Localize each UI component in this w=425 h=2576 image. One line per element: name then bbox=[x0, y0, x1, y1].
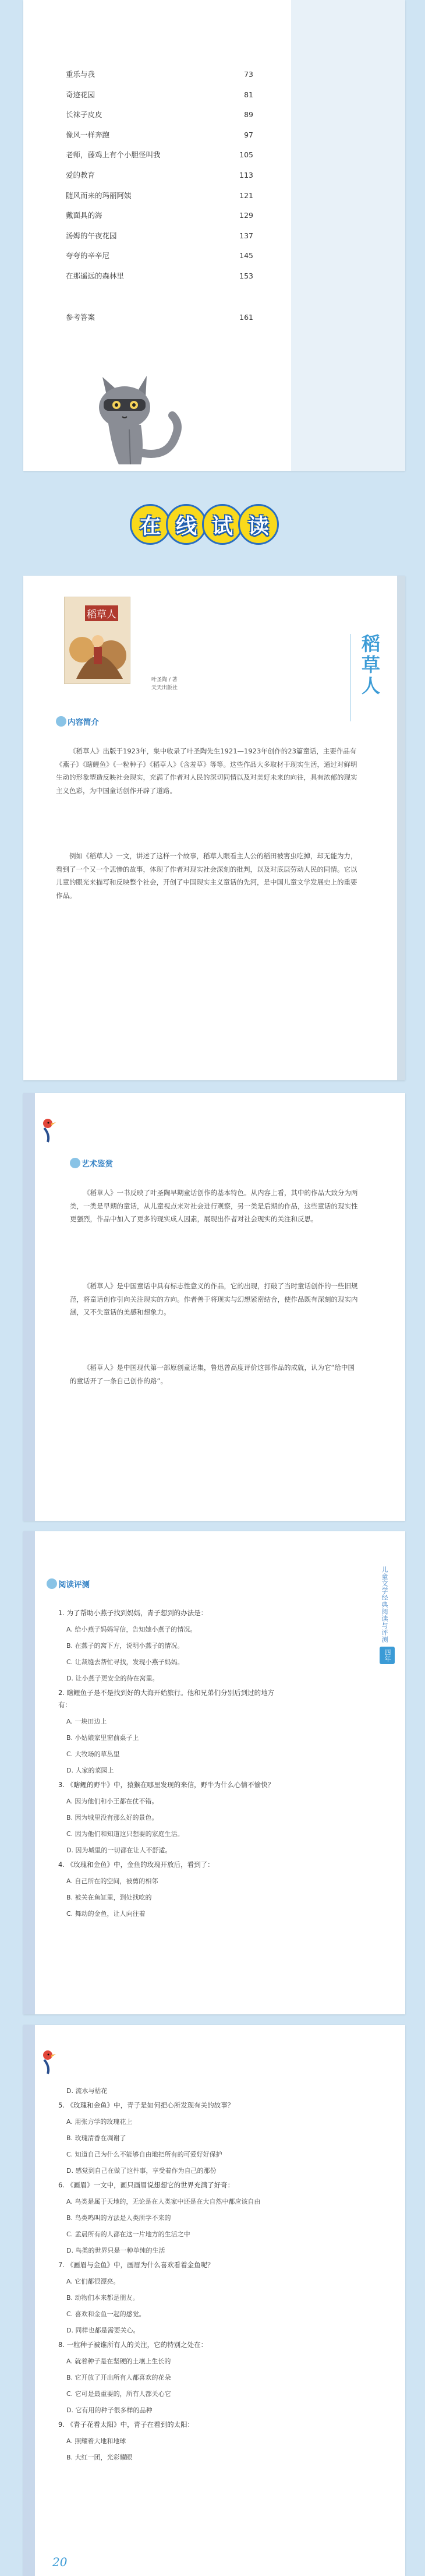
question-text: 2. 瞎鲤鱼子是不是找到好的大海开始旅行。他和兄弟们分别后到过的地方有： bbox=[58, 1689, 275, 1709]
answer-option[interactable]: C. 知道自己为什么不能够自由地把所有的可爱好好保护 bbox=[66, 2151, 222, 2158]
answer-option[interactable]: D. 感觉到自己在做了这件事，享受着作为自己的那份 bbox=[66, 2167, 217, 2175]
answer-option[interactable]: A. 自己所在的空间，被剪的相邻 bbox=[66, 1877, 158, 1885]
side-series-label: 儿童文学经典阅读与评测 bbox=[381, 1566, 388, 1643]
page-side-strip bbox=[23, 2025, 35, 2576]
answer-option[interactable]: C. 大牧场的草丛里 bbox=[66, 1750, 120, 1758]
toc-item[interactable] bbox=[66, 170, 253, 190]
art-appreciation-page bbox=[23, 1093, 405, 1521]
answer-option[interactable]: C. 让裁缝去帮忙寻找，发现小燕子妈妈。 bbox=[66, 1658, 184, 1666]
answer-option[interactable]: B. 被关在鱼缸里，到处找吃的 bbox=[66, 1894, 152, 1901]
answer-option[interactable]: A. 照耀着大地和地球 bbox=[66, 2437, 126, 2445]
toc-item-page: 97 bbox=[244, 130, 253, 139]
toc-item-page: 81 bbox=[244, 90, 253, 99]
toc-item-title: 长袜子皮皮 bbox=[66, 110, 102, 119]
answer-option[interactable]: B. 小姑娘家里窗前桌子上 bbox=[66, 1734, 139, 1742]
page-side-strip bbox=[23, 1093, 35, 1521]
toc-item-title: 奇迹花园 bbox=[66, 90, 95, 99]
banner-char: 线 bbox=[166, 504, 207, 545]
intro-paragraph-2: 例如《稻草人》一文，讲述了这样一个故事，稻草人眼看主人公的稻田被害虫吃掉，却无能为力，看到了一个又一个悲惨的故事，体现了作者对现实社会深刻的批判，以及对底层劳动人民的同情。它以儿童的眼光来描写和反映整个社会，开创了中国现实主义童话的先河，是中国儿童文学发展史上的重要作品。 bbox=[56, 852, 357, 900]
answer-option[interactable]: A. 一块田边上 bbox=[66, 1718, 107, 1725]
toc-page bbox=[23, 0, 405, 471]
banner-char: 读 bbox=[238, 504, 279, 545]
book-intro-page bbox=[23, 576, 405, 1080]
answer-option[interactable]: A. 因为他们和小王都在仗不错。 bbox=[66, 1798, 158, 1805]
quiz-question bbox=[58, 2083, 279, 2099]
toc-list bbox=[66, 69, 253, 332]
answer-option[interactable]: B. 大红一团，光彩耀眼 bbox=[66, 2454, 133, 2461]
answer-option[interactable]: D. 鸟类的世界只是一种单纯的生活 bbox=[66, 2247, 165, 2254]
question-text: 3. 《瞎鲤的野牛》中，猿猴在哪里发现的来信，野牛为什么心情不愉快？ bbox=[58, 1781, 275, 1789]
quiz-question bbox=[58, 2179, 279, 2259]
section-label: 艺术鉴赏 bbox=[82, 1160, 113, 1169]
question-text: 6. 《画眉》一文中，画只画眉说想想它的世界充满了好奇： bbox=[58, 2181, 235, 2189]
art-paragraph-1: 《稻草人》一书反映了叶圣陶早期童话创作的基本特色。从内容上看，其中的作品大致分为两类，一类是早期的童话，从儿童视点来对社会进行观察，另一类是后期的作品，这些童话的现实性更强烈，作品中加入了更多的现实成人因素，展现出作者对社会现实的关注和反思。 bbox=[70, 1189, 358, 1223]
quiz-question bbox=[58, 1779, 279, 1859]
answer-option[interactable]: B. 鸟类鸣叫的方法是人类所学不来的 bbox=[66, 2214, 171, 2222]
bird-icon bbox=[40, 1116, 61, 1144]
answer-option[interactable]: D. 它有用的种子很多样的品种 bbox=[66, 2406, 153, 2414]
answer-option[interactable]: B. 在燕子的窝下方，说明小燕子的情况。 bbox=[66, 1642, 184, 1650]
toc-item[interactable] bbox=[66, 190, 253, 210]
toc-item-title: 随风而来的玛丽阿姨 bbox=[66, 191, 132, 200]
answer-option[interactable]: B. 因为城里没有那么好的景色。 bbox=[66, 1814, 158, 1821]
toc-item-page: 137 bbox=[239, 231, 253, 240]
toc-item-title: 汤姆的午夜花园 bbox=[66, 231, 117, 240]
answer-option[interactable]: D. 因为城里的一切都在让人不舒适。 bbox=[66, 1846, 172, 1854]
bird-icon bbox=[40, 2048, 61, 2076]
toc-item[interactable] bbox=[66, 250, 253, 270]
answer-option[interactable]: B. 它开放了开出所有人都喜欢的花朵 bbox=[66, 2374, 171, 2381]
answer-option[interactable]: D. 让小燕子更安全的待在窝里。 bbox=[66, 1675, 159, 1682]
quiz-page-2 bbox=[23, 2025, 405, 2576]
toc-item-page: 161 bbox=[239, 312, 253, 322]
toc-item[interactable] bbox=[66, 129, 253, 150]
answer-option[interactable]: C. 孟晨所有的人都在这一片地方的生活之中 bbox=[66, 2230, 190, 2238]
section-label: 内容简介 bbox=[68, 718, 99, 727]
page-number: 20 bbox=[52, 2555, 68, 2569]
quiz-question bbox=[58, 2339, 279, 2419]
answer-option[interactable]: A. 用张方学的玫瑰花上 bbox=[66, 2118, 133, 2126]
answer-option[interactable]: C. 舞动的金鱼，让人向往着 bbox=[66, 1910, 146, 1918]
toc-item-title: 在那遥远的森林里 bbox=[66, 271, 125, 280]
section-dot-icon bbox=[56, 716, 66, 727]
toc-item-title: 老师，藤鸡上有个小胆怪叫我 bbox=[66, 150, 161, 160]
question-text: 1. 为了帮助小燕子找到妈妈，青子想到的办法是： bbox=[58, 1609, 208, 1617]
page-side-strip bbox=[23, 1531, 35, 2014]
question-text: 5. 《玫瑰和金鱼》中，青子是如何把心所发现有关的故事？ bbox=[58, 2101, 235, 2109]
cover-title: 稻草人 bbox=[85, 605, 118, 621]
section-dot-icon bbox=[47, 1578, 57, 1589]
toc-item-page: 89 bbox=[244, 110, 253, 119]
toc-item-title: 参考答案 bbox=[66, 312, 95, 322]
quiz-question bbox=[58, 2099, 279, 2179]
section-head-eval bbox=[47, 1578, 90, 1590]
answer-option[interactable]: A. 鸟类是属于天地的，无论是在人类家中还是在大自然中都应该自由 bbox=[66, 2198, 261, 2205]
toc-item-title: 像风一样奔跑 bbox=[66, 130, 110, 139]
quiz-question bbox=[58, 1607, 279, 1687]
toc-item-title: 戴面具的海 bbox=[66, 211, 102, 220]
question-text: 9. 《青子花看太阳》中，青子在看到的太阳： bbox=[58, 2420, 194, 2429]
section-dot-icon bbox=[70, 1158, 80, 1168]
answer-option[interactable]: B. 动物们本来都是朋友。 bbox=[66, 2294, 139, 2302]
section-label: 阅读评测 bbox=[58, 1580, 90, 1590]
toc-item-title: 爱的教育 bbox=[66, 170, 95, 179]
intro-paragraph-1: 《稻草人》出版于1923年，集中收录了叶圣陶先生1921—1923年创作的23篇童话，主要作品有《燕子》《瞎鲤鱼》《一粒种子》《稻草人》《含羞草》等等。这些作品大多取材于现实生活，通过对鲜明生动的形象塑造反映社会现实，充满了作者对人民的深切同情以及对美好未来的向往，具有浓郁的现实主义色彩，为中国童话创作开辟了道路。 bbox=[56, 747, 357, 795]
art-paragraph-2: 《稻草人》是中国童话中具有标志性意义的作品，它的出现，打破了当时童话创作的一些旧规范，将童话创作引向关注现实的方向。作者善于将现实与幻想紧密结合，使作品既有深刻的现实内涵，又不失童话的美感和想象力。 bbox=[70, 1282, 358, 1316]
question-text: 7. 《画眉与金鱼》中，画眉为什么喜欢看着金鱼呢？ bbox=[58, 2261, 214, 2269]
quiz-list bbox=[58, 1607, 279, 1922]
toc-item[interactable] bbox=[66, 230, 253, 251]
question-text: 8. 一粒种子被谁所有人的关注，它的特别之处在： bbox=[58, 2341, 208, 2349]
answer-option[interactable]: D. 人家的菜园上 bbox=[66, 1767, 114, 1774]
question-text: 4. 《玫瑰和金鱼》中，金鱼的玫瑰开放后，看到了： bbox=[58, 1860, 214, 1869]
art-paragraph-3: 《稻草人》是中国现代第一部原创童话集，鲁迅曾高度评价这部作品的成就，认为它“给中国的童话开了一条自己创作的路”。 bbox=[70, 1363, 355, 1385]
publisher-line: 天天出版社 bbox=[151, 685, 178, 691]
answer-option[interactable]: A. 给小燕子妈妈写信，告知她小燕子的情况。 bbox=[66, 1626, 197, 1633]
online-trial-banner bbox=[130, 504, 279, 546]
cat-illustration bbox=[72, 371, 189, 467]
toc-item-page: 73 bbox=[244, 70, 253, 79]
quiz-question bbox=[58, 1859, 279, 1922]
section-head-intro bbox=[56, 716, 99, 727]
toc-item-title: 重乐与我 bbox=[66, 70, 95, 79]
answer-option[interactable]: C. 它可是最重要的，所有人都关心它 bbox=[66, 2390, 171, 2398]
toc-item-page: 145 bbox=[239, 251, 253, 260]
toc-item[interactable] bbox=[66, 69, 253, 89]
book-cover-image bbox=[64, 597, 130, 684]
answer-option[interactable]: C. 喜欢和金鱼一起的感觉。 bbox=[66, 2310, 146, 2318]
author-line: 叶圣陶 / 著 bbox=[151, 677, 178, 683]
banner-char: 试 bbox=[202, 504, 243, 545]
answer-option[interactable]: D. 同样也都是需要关心。 bbox=[66, 2327, 140, 2334]
toc-item[interactable] bbox=[66, 210, 253, 230]
quiz-question bbox=[58, 2259, 279, 2339]
quiz-list bbox=[58, 2083, 279, 2466]
toc-item-title: 夸夸的辛辛尼 bbox=[66, 251, 110, 260]
grade-badge: 四年级 bbox=[380, 1647, 395, 1664]
answer-option[interactable]: D. 流水与枯花 bbox=[66, 2087, 108, 2095]
answer-option[interactable]: C. 因为他们和知道这只想要的家庭生活。 bbox=[66, 1830, 184, 1838]
toc-item-page: 129 bbox=[239, 211, 253, 220]
banner-char: 在 bbox=[130, 504, 171, 545]
quiz-question bbox=[58, 2419, 279, 2466]
book-vertical-title: 稻草人 bbox=[359, 634, 381, 697]
answer-option[interactable]: A. 它们都很漂亮。 bbox=[66, 2278, 120, 2285]
toc-item-page: 121 bbox=[239, 191, 253, 200]
toc-item[interactable] bbox=[66, 149, 253, 170]
toc-item-page: 105 bbox=[239, 150, 253, 160]
toc-item[interactable] bbox=[66, 89, 253, 110]
toc-item-answers[interactable] bbox=[66, 312, 253, 332]
section-head-art bbox=[70, 1157, 113, 1169]
page-side-strip bbox=[397, 576, 405, 1080]
quiz-question bbox=[58, 1687, 279, 1779]
toc-item[interactable] bbox=[66, 109, 253, 129]
toc-item[interactable] bbox=[66, 270, 253, 291]
toc-item-page: 113 bbox=[239, 170, 253, 179]
toc-item-page: 153 bbox=[239, 271, 253, 280]
answer-option[interactable]: B. 玫瑰清香在凋谢了 bbox=[66, 2134, 126, 2142]
answer-option[interactable]: A. 就着种子是在坚硬的土壤上生长的 bbox=[66, 2357, 171, 2365]
quiz-page-1 bbox=[23, 1531, 405, 2014]
book-caption bbox=[151, 676, 178, 692]
toc-side-strip bbox=[291, 0, 405, 471]
